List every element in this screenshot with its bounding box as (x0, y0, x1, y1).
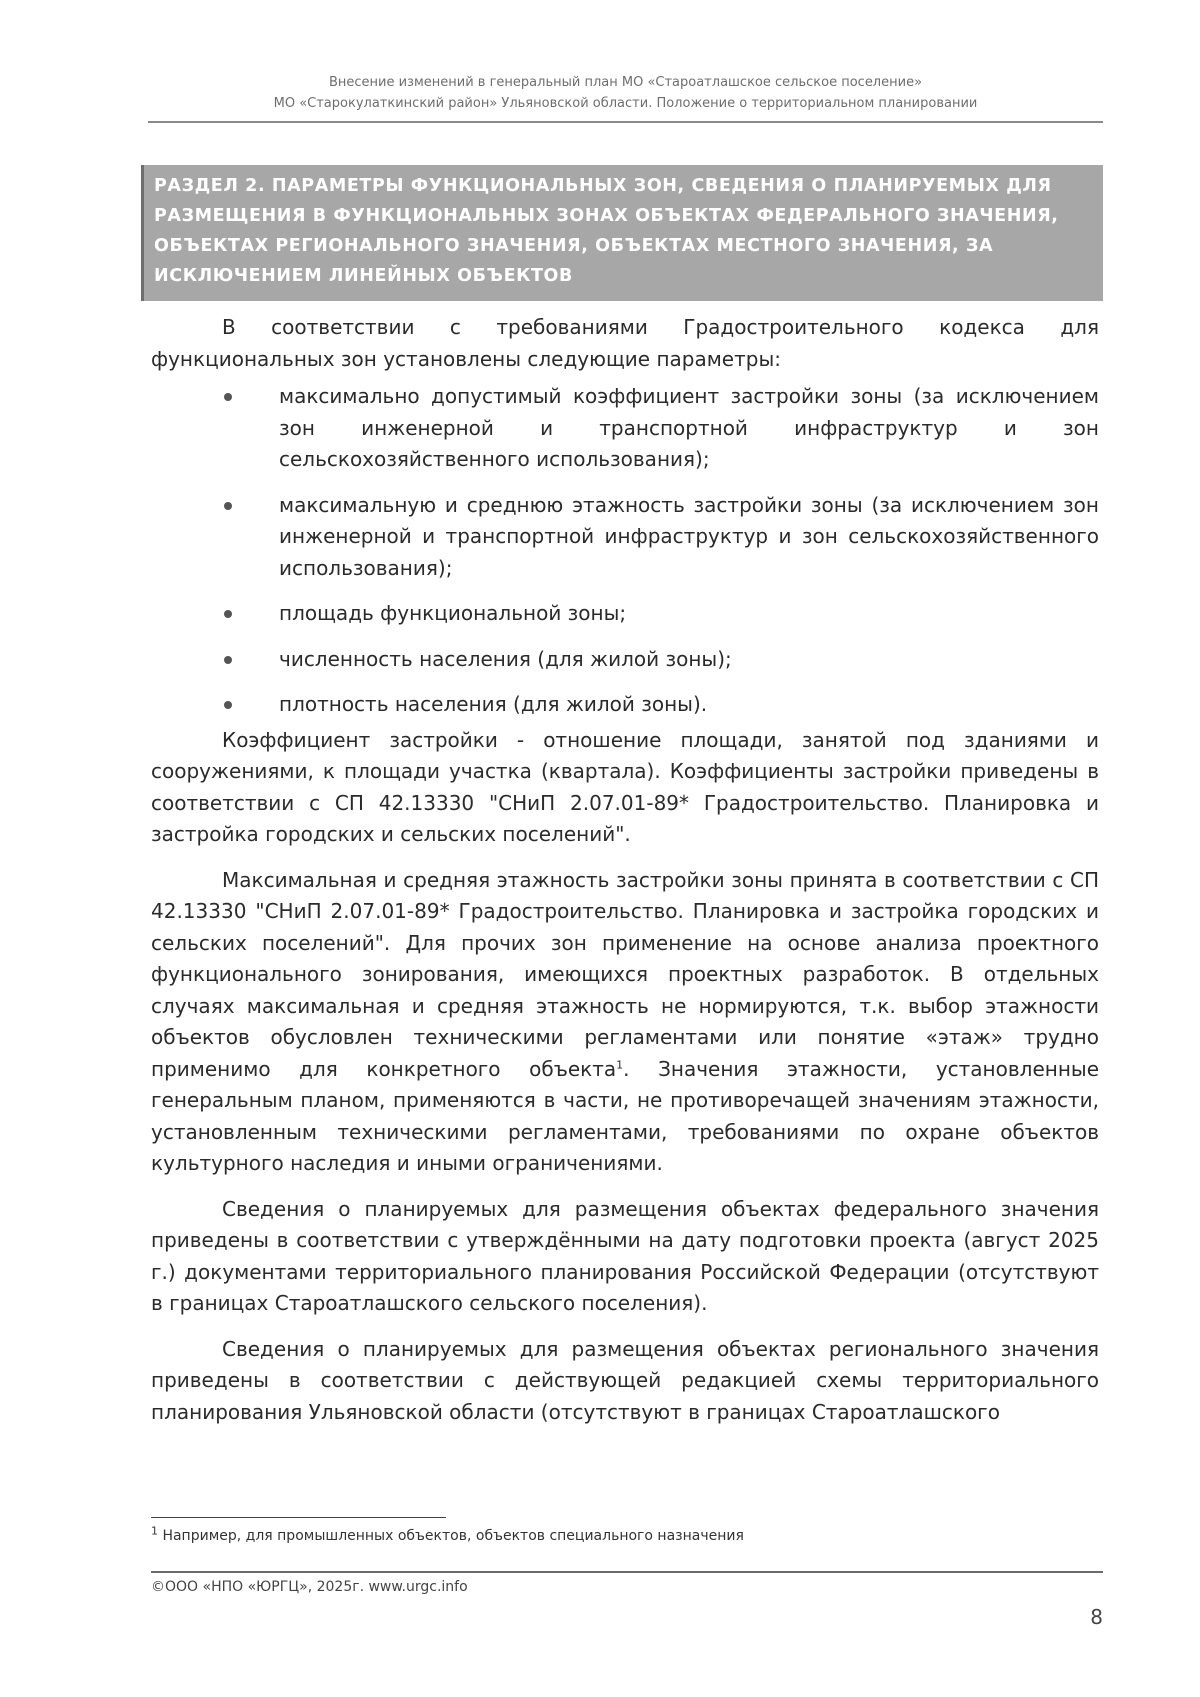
list-item-text: плотность населения (для жилой зоны). (279, 692, 708, 716)
list-item-text: площадь функциональной зоны; (279, 601, 627, 625)
footnote-divider (151, 1517, 446, 1518)
footnote-text: Например, для промышленных объектов, объектов специального назначения (158, 1528, 744, 1544)
bullet-icon (224, 502, 232, 510)
list-item (151, 381, 1099, 476)
paragraph-floors (151, 865, 1099, 1180)
document-header (148, 72, 1103, 114)
footnote-reference[interactable]: 1 (616, 1057, 624, 1071)
list-item-text: максимальную и среднюю этажность застройки зоны (за исключением зон инженерной и транспортной инфраструктур и зон сельскохозяйственного использования); (279, 492, 1099, 580)
section-heading-box (141, 165, 1103, 301)
paragraph-coefficient: Коэффициент застройки - отношение площади, занятой под зданиями и сооружениями, к площади участка (квартала). Коэффициенты застройки приведены в соответствии с СП 42.13330 "СНиП 2.07.01-89* Градостроительство. Планировка и застройка городских и сельских поселений". (151, 727, 1099, 846)
parameter-list (151, 381, 1099, 721)
bullet-icon (224, 393, 232, 401)
paragraph-federal: Сведения о планируемых для размещения объектах федерального значения приведены в соответствии с утверждёнными на дату подготовки проекта (август 2025 г.) документами территориального планирования Российской Федерации (отсутствуют в границах Староатлашского сельского поселения). (151, 1196, 1099, 1315)
list-item (151, 490, 1099, 585)
header-line-2: МО «Старокулаткинский район» Ульяновской области. Положение о территориальном планировании (273, 96, 978, 111)
bullet-icon (224, 610, 232, 618)
paragraph-floors-part-1: Максимальная и средняя этажность застройки зоны принята в соответствии с СП 42.13330 "СНиП 2.07.01-89* Градостроительство. Планировка и застройка городских и сельских поселений". Для прочих зон применение на основе анализа проектного функционального зонирования, имеющихся проектных разработок. В отдельных случаях максимальная и средняя этажность не нормируются, т.к. выбор этажности объектов обусловлен техническими регламентами или понятие «этаж» трудно применимо для конкретного объекта (151, 867, 1099, 1081)
footer-divider (151, 1571, 1103, 1573)
footnote (151, 1526, 1051, 1546)
bullet-icon (224, 701, 232, 709)
list-item-text: численность населения (для жилой зоны); (279, 646, 732, 671)
paragraph-regional: Сведения о планируемых для размещения объектах регионального значения приведены в соответствии с действующей редакцией схемы территориального планирования Ульяновской области (отсутствуют в границах Староатлашского (151, 1336, 1099, 1424)
header-divider (148, 121, 1103, 123)
section-title: РАЗДЕЛ 2. ПАРАМЕТРЫ ФУНКЦИОНАЛЬНЫХ ЗОН, СВЕДЕНИЯ О ПЛАНИРУЕМЫХ ДЛЯ РАЗМЕЩЕНИЯ В ФУНКЦИОНАЛЬНЫХ ЗОНАХ ОБЪЕКТАХ ФЕДЕРАЛЬНОГО ЗНАЧЕНИЯ, ОБЪЕКТАХ РЕГИОНАЛЬНОГО ЗНАЧЕНИЯ, ОБЪЕКТАХ МЕСТНОГО ЗНАЧЕНИЯ, ЗА ИСКЛЮЧЕНИЕМ ЛИНЕЙНЫХ ОБЪЕКТОВ (154, 176, 1059, 286)
main-body (151, 312, 1099, 1428)
bullet-icon (224, 656, 232, 664)
list-item (151, 689, 1099, 721)
paragraph-floors-part-2: . Значения этажности, установленные генеральным планом, применяются в части, не противоречащей значениям этажности, установленным техническими регламентами, требованиями по охране объектов культурного наследия и иными ограничениями. (151, 1056, 1099, 1175)
list-item (151, 598, 1099, 630)
header-line-1: Внесение изменений в генеральный план МО «Староатлашское сельское поселение» (328, 75, 923, 90)
footer-copyright: ©ООО «НПО «ЮРГЦ», 2025г. www.urgc.info (151, 1579, 468, 1595)
page-number: 8 (1090, 1605, 1103, 1629)
list-item-text: максимально допустимый коэффициент застройки зоны (за исключением зон инженерной и транспортной инфраструктур и зон сельскохозяйственного использования); (279, 384, 1099, 471)
footnote-number: 1 (151, 1524, 158, 1538)
intro-paragraph: В соответствии с требованиями Градостроительного кодекса для функциональных зон установлены следующие параметры: (151, 315, 1099, 371)
list-item (151, 644, 1099, 676)
